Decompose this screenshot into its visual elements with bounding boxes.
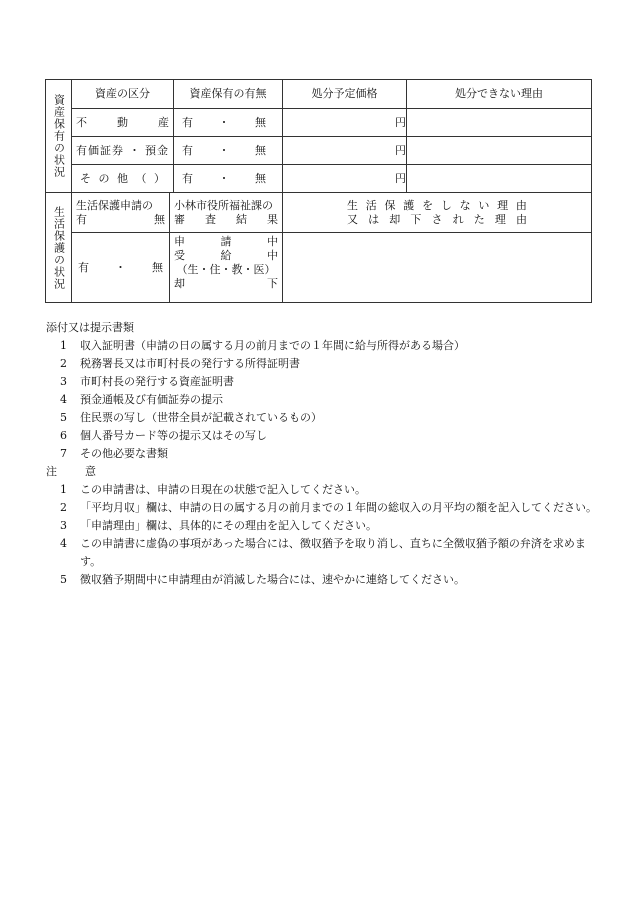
asset-category-cell: [72, 165, 174, 193]
header-char: 保: [384, 198, 396, 212]
header-char: さ: [431, 212, 443, 226]
header-char: 由: [516, 212, 527, 226]
has-option: 無: [255, 171, 266, 185]
yen-unit: 円: [395, 115, 406, 129]
has-option: 有: [182, 171, 193, 185]
header-char: 下: [410, 212, 422, 226]
item-text: その他必要な書類: [80, 447, 168, 460]
item-number: 3: [60, 519, 67, 532]
asset-has-header: 資産保有の有無: [174, 80, 283, 109]
category-char: 動: [117, 115, 128, 129]
header-char: 理: [497, 198, 509, 212]
welfare-header-row: [46, 193, 592, 233]
has-separator: ・: [115, 260, 126, 274]
reason-cell[interactable]: [407, 165, 592, 193]
header-text: 生活保護申請の: [76, 198, 153, 212]
category-char: 不: [76, 115, 87, 129]
office-review-cell[interactable]: [170, 233, 283, 303]
status-char: 中: [267, 235, 278, 248]
has-option: 無: [255, 115, 266, 129]
header-char: 審: [174, 212, 185, 226]
item-text: 個人番号カード等の提示又はその写し: [80, 429, 267, 442]
status-char: 却: [174, 277, 185, 290]
asset-row-real-estate: [46, 109, 592, 137]
list-item: [46, 481, 606, 499]
assistance-types: （生・住・教・医）: [176, 263, 276, 276]
header-text: 小林市役所福祉課の: [174, 198, 273, 212]
welfare-section-label: 生活保護の状況: [46, 193, 72, 303]
header-char: 結: [236, 212, 247, 226]
header-char: い: [478, 198, 490, 212]
reason-cell[interactable]: [407, 109, 592, 137]
item-number: 4: [60, 393, 67, 406]
header-char: 無: [154, 212, 165, 226]
header-char: し: [440, 198, 452, 212]
has-separator: ・: [218, 115, 230, 129]
asset-header-row: [46, 80, 592, 109]
category-char: そ: [80, 171, 91, 185]
item-text: 税務署長又は市町村長の発行する所得証明書: [80, 357, 300, 370]
item-number: 5: [60, 573, 67, 586]
asset-category-header: 資産の区分: [72, 80, 174, 109]
list-item: [46, 373, 606, 391]
item-text: 預金通帳及び有価証券の提示: [80, 393, 223, 406]
header-char: れ: [452, 212, 464, 226]
yen-unit: 円: [395, 143, 406, 157]
status-char: 中: [267, 249, 278, 262]
item-number: 1: [60, 483, 67, 496]
category-part: 預金: [145, 143, 169, 157]
cautions-list: [46, 481, 606, 589]
item-number: 6: [60, 429, 67, 442]
has-option: 有: [182, 143, 193, 157]
price-cell[interactable]: [283, 165, 407, 193]
list-item: [46, 535, 606, 571]
has-option: 有: [78, 260, 89, 274]
has-option: 有: [182, 115, 193, 129]
item-text: 収入証明書（申請の日の属する月の前月までの１年間に給与所得がある場合）: [80, 339, 465, 352]
header-char: 活: [365, 198, 377, 212]
status-char: 請: [220, 235, 232, 248]
header-char: 生: [347, 198, 358, 212]
header-char: は: [368, 212, 380, 226]
yen-unit: 円: [395, 171, 406, 185]
item-number: 5: [60, 411, 67, 424]
status-table: [45, 79, 592, 303]
header-char: 査: [205, 212, 216, 226]
item-text: 住民票の写し（世帯全員が記載されているもの）: [80, 411, 322, 424]
has-separator: ・: [218, 143, 230, 157]
category-part: 有価証券: [76, 143, 124, 157]
asset-row-other: [46, 165, 592, 193]
category-char: 産: [158, 115, 169, 129]
item-number: 1: [60, 339, 67, 352]
item-text: 「平均月収」欄は、申請の日の属する月の前月までの１年間の総収入の月平均の額を記入してください。: [80, 501, 597, 514]
category-char: ）: [154, 171, 165, 185]
planned-price-header: 処分予定価格: [283, 80, 407, 109]
cautions-heading-char: 意: [85, 465, 96, 478]
asset-row-securities: [46, 137, 592, 165]
item-number: 2: [60, 357, 67, 370]
office-review-header: [170, 193, 283, 233]
category-char: 他: [117, 171, 128, 185]
item-text: 「申請理由」欄は、具体的にその理由を記入してください。: [80, 519, 377, 532]
asset-section-label: 資産保有の状況: [46, 80, 72, 193]
no-disposal-reason-header: 処分できない理由: [407, 80, 592, 109]
asset-has-cell[interactable]: [174, 137, 283, 165]
reason-cell[interactable]: [407, 137, 592, 165]
header-char: た: [473, 212, 485, 226]
notes-section: [46, 319, 606, 589]
status-char: 給: [220, 249, 232, 262]
header-char: 果: [267, 212, 278, 226]
category-char: （: [135, 171, 147, 185]
item-text: この申請書に虚偽の事項があった場合には、徴収猶予を取り消し、直ちに全徴収猶予額の弁済を求めます。: [80, 537, 586, 568]
status-char: 下: [267, 277, 278, 290]
status-char: 申: [174, 235, 185, 248]
item-text: この申請書は、申請の日現在の状態で記入してください。: [80, 483, 366, 496]
asset-has-cell[interactable]: [174, 165, 283, 193]
asset-has-cell[interactable]: [174, 109, 283, 137]
header-char: 又: [347, 212, 358, 226]
status-char: 受: [174, 249, 185, 262]
list-item: [46, 391, 606, 409]
category-char: の: [98, 171, 110, 185]
item-number: 2: [60, 501, 67, 514]
list-item: [46, 499, 606, 517]
cautions-heading-char: 注: [46, 465, 57, 478]
attachments-list: [46, 337, 606, 463]
list-item: [46, 571, 606, 589]
welfare-application-cell[interactable]: [72, 233, 170, 303]
list-item: [46, 355, 606, 373]
has-option: 無: [152, 260, 163, 274]
item-text: 市町村長の発行する資産証明書: [80, 375, 234, 388]
has-option: 無: [255, 143, 266, 157]
header-char: な: [459, 198, 471, 212]
has-separator: ・: [218, 171, 230, 185]
item-number: 7: [60, 447, 67, 460]
header-char: 護: [403, 198, 415, 212]
list-item: [46, 445, 606, 463]
attachments-heading: 添付又は提示書類: [46, 321, 134, 334]
header-char: を: [422, 198, 434, 212]
header-char: 有: [76, 212, 87, 226]
price-cell[interactable]: [283, 137, 407, 165]
header-char: 由: [515, 198, 527, 212]
item-number: 4: [60, 537, 67, 550]
header-char: 却: [389, 212, 401, 226]
item-text: 徴収猶予期間中に申請理由が消滅した場合には、速やかに連絡してください。: [80, 573, 465, 586]
no-welfare-reason-header: [283, 193, 592, 233]
list-item: [46, 517, 606, 535]
asset-category-cell: [72, 137, 174, 165]
category-part: ・: [129, 143, 140, 157]
price-cell[interactable]: [283, 109, 407, 137]
list-item: [46, 427, 606, 445]
list-item: [46, 337, 606, 355]
cautions-heading: [46, 463, 606, 481]
asset-category-cell: [72, 109, 174, 137]
no-welfare-reason-cell[interactable]: [283, 233, 592, 303]
welfare-application-header: [72, 193, 170, 233]
item-number: 3: [60, 375, 67, 388]
welfare-value-row: [46, 233, 592, 303]
header-char: 理: [494, 212, 506, 226]
list-item: [46, 409, 606, 427]
